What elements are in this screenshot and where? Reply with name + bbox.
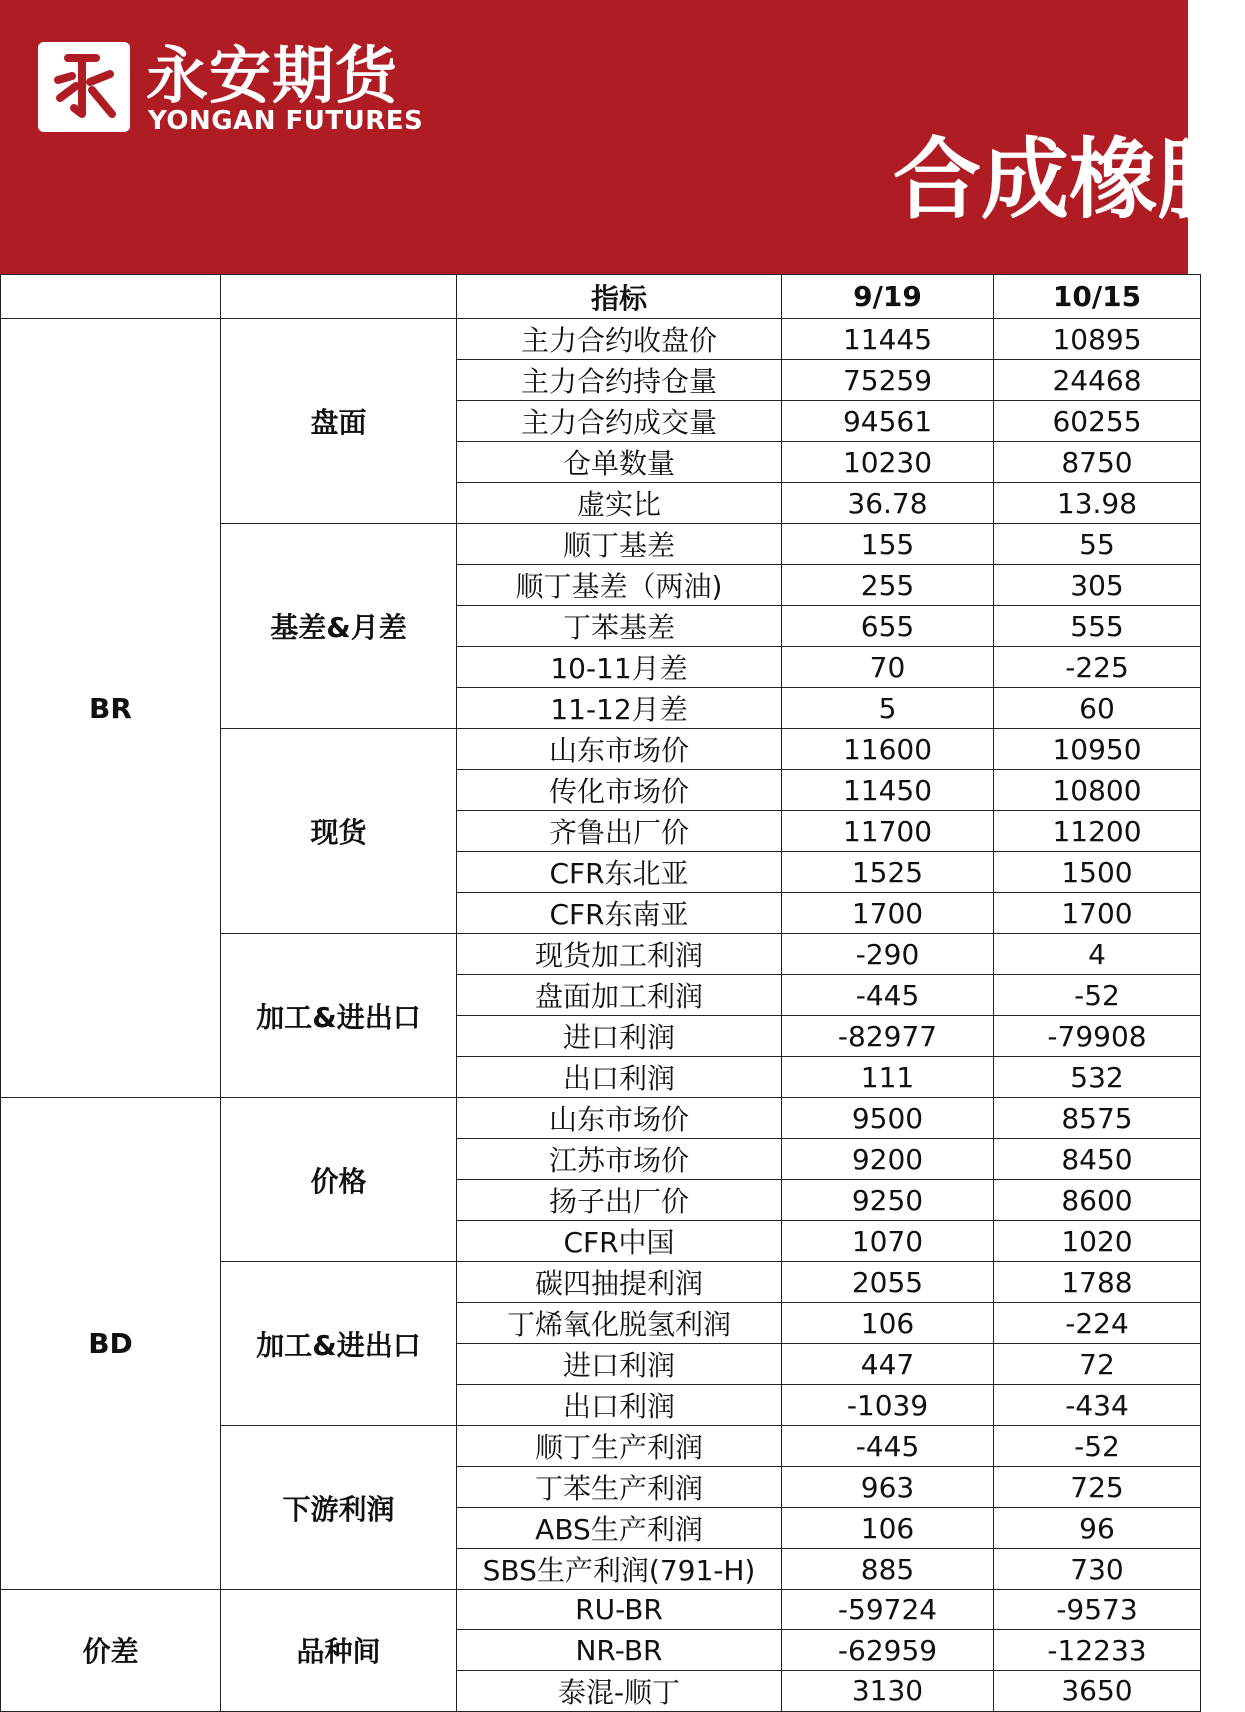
value-cell: 1700 [782,893,994,934]
indicator-name-cell: 扬子出厂价 [457,1180,782,1221]
value-cell: -79908 [994,1016,1201,1057]
indicator-name-cell: 盘面加工利润 [457,975,782,1016]
logo-mark-icon [38,42,130,132]
subcategory-cell: 价格 [221,1098,457,1262]
value-cell: -290 [782,934,994,975]
header-cell: 9/19 [782,275,994,319]
value-cell: 60 [994,688,1201,729]
indicator-name-cell: 江苏市场价 [457,1139,782,1180]
table-row [1,319,1201,360]
value-cell: 10230 [782,442,994,483]
value-cell: 72 [994,1344,1201,1385]
indicator-name-cell: 顺丁基差 [457,524,782,565]
value-cell: 106 [782,1508,994,1549]
indicator-name-cell: 出口利润 [457,1385,782,1426]
indicator-name-cell: 10-11月差 [457,647,782,688]
subcategory-cell: 加工&进出口 [221,1262,457,1426]
value-cell: 9250 [782,1180,994,1221]
yongan-logo-icon [38,42,130,132]
value-cell: 9500 [782,1098,994,1139]
value-cell: 305 [994,565,1201,606]
value-cell: 8750 [994,442,1201,483]
brand-name-cn: 永安期货 [146,39,399,112]
value-cell: 4 [994,934,1201,975]
value-cell: 11600 [782,729,994,770]
category-cell: BD [1,1098,221,1590]
indicator-name-cell: 山东市场价 [457,729,782,770]
value-cell: -434 [994,1385,1201,1426]
value-cell: 8575 [994,1098,1201,1139]
value-cell: 60255 [994,401,1201,442]
value-cell: 1788 [994,1262,1201,1303]
value-cell: 8600 [994,1180,1201,1221]
value-cell: 532 [994,1057,1201,1098]
value-cell: -225 [994,647,1201,688]
subcategory-cell: 盘面 [221,319,457,524]
indicator-name-cell: 现货加工利润 [457,934,782,975]
value-cell: 11450 [782,770,994,811]
indicator-name-cell: NR-BR [457,1630,782,1670]
indicator-name-cell: 虚实比 [457,483,782,524]
value-cell: 75259 [782,360,994,401]
value-cell: 963 [782,1467,994,1508]
value-cell: 1525 [782,852,994,893]
subcategory-cell: 品种间 [221,1590,457,1712]
header-cell [221,275,457,319]
indicator-name-cell: 泰混-顺丁 [457,1670,782,1711]
value-cell: 94561 [782,401,994,442]
value-cell: 10950 [994,729,1201,770]
value-cell: 2055 [782,1262,994,1303]
indicator-table [0,274,1201,1712]
value-cell: 885 [782,1549,994,1590]
value-cell: 11200 [994,811,1201,852]
value-cell: 70 [782,647,994,688]
indicator-name-cell: 丁苯生产利润 [457,1467,782,1508]
indicator-name-cell: 主力合约收盘价 [457,319,782,360]
value-cell: -445 [782,975,994,1016]
value-cell: -1039 [782,1385,994,1426]
value-cell: 10895 [994,319,1201,360]
value-cell: 11445 [782,319,994,360]
header-cell [1,275,221,319]
value-cell: 725 [994,1467,1201,1508]
indicator-name-cell: 传化市场价 [457,770,782,811]
value-cell: 155 [782,524,994,565]
value-cell: 655 [782,606,994,647]
value-cell: 3130 [782,1670,994,1711]
value-cell: 3650 [994,1670,1201,1711]
indicator-name-cell: 齐鲁出厂价 [457,811,782,852]
value-cell: -9573 [994,1590,1201,1630]
indicator-name-cell: SBS生产利润(791-H) [457,1549,782,1590]
indicator-name-cell: 主力合约成交量 [457,401,782,442]
indicator-name-cell: 进口利润 [457,1016,782,1057]
value-cell: -445 [782,1426,994,1467]
indicator-name-cell: ABS生产利润 [457,1508,782,1549]
indicator-name-cell: RU-BR [457,1590,782,1630]
report-header [0,0,1245,274]
brand-name-en: YONGAN FUTURES [148,106,424,136]
value-cell: 447 [782,1344,994,1385]
value-cell: 13.98 [994,483,1201,524]
value-cell: 10800 [994,770,1201,811]
value-cell: -82977 [782,1016,994,1057]
subcategory-cell: 加工&进出口 [221,934,457,1098]
value-cell: 1500 [994,852,1201,893]
value-cell: -12233 [994,1630,1201,1670]
category-cell: 价差 [1,1590,221,1712]
indicator-name-cell: 顺丁基差（两油) [457,565,782,606]
indicator-name-cell: 山东市场价 [457,1098,782,1139]
indicator-name-cell: CFR东北亚 [457,852,782,893]
value-cell: -62959 [782,1630,994,1670]
indicator-name-cell: 丁苯基差 [457,606,782,647]
indicator-name-cell: 出口利润 [457,1057,782,1098]
indicator-name-cell: 顺丁生产利润 [457,1426,782,1467]
indicator-name-cell: 主力合约持仓量 [457,360,782,401]
header-row [1,275,1201,319]
value-cell: 111 [782,1057,994,1098]
value-cell: 730 [994,1549,1201,1590]
header-cell: 指标 [457,275,782,319]
value-cell: 9200 [782,1139,994,1180]
report-title: 合成橡胶 [893,128,1245,231]
indicator-name-cell: CFR中国 [457,1221,782,1262]
value-cell: 96 [994,1508,1201,1549]
value-cell: -52 [994,1426,1201,1467]
indicator-name-cell: CFR东南亚 [457,893,782,934]
value-cell: 36.78 [782,483,994,524]
header-cell: 10/15 [994,275,1201,319]
subcategory-cell: 下游利润 [221,1426,457,1590]
indicator-name-cell: 碳四抽提利润 [457,1262,782,1303]
value-cell: 24468 [994,360,1201,401]
value-cell: 11700 [782,811,994,852]
subcategory-cell: 现货 [221,729,457,934]
value-cell: -59724 [782,1590,994,1630]
indicator-name-cell: 11-12月差 [457,688,782,729]
indicator-name-cell: 进口利润 [457,1344,782,1385]
table-row [1,1590,1201,1630]
value-cell: -52 [994,975,1201,1016]
value-cell: 255 [782,565,994,606]
value-cell: 1700 [994,893,1201,934]
value-cell: 106 [782,1303,994,1344]
value-cell: 55 [994,524,1201,565]
value-cell: -224 [994,1303,1201,1344]
table-row [1,1098,1201,1139]
indicator-name-cell: 仓单数量 [457,442,782,483]
value-cell: 555 [994,606,1201,647]
category-cell: BR [1,319,221,1098]
value-cell: 8450 [994,1139,1201,1180]
value-cell: 5 [782,688,994,729]
subcategory-cell: 基差&月差 [221,524,457,729]
value-cell: 1020 [994,1221,1201,1262]
value-cell: 1070 [782,1221,994,1262]
indicator-name-cell: 丁烯氧化脱氢利润 [457,1303,782,1344]
